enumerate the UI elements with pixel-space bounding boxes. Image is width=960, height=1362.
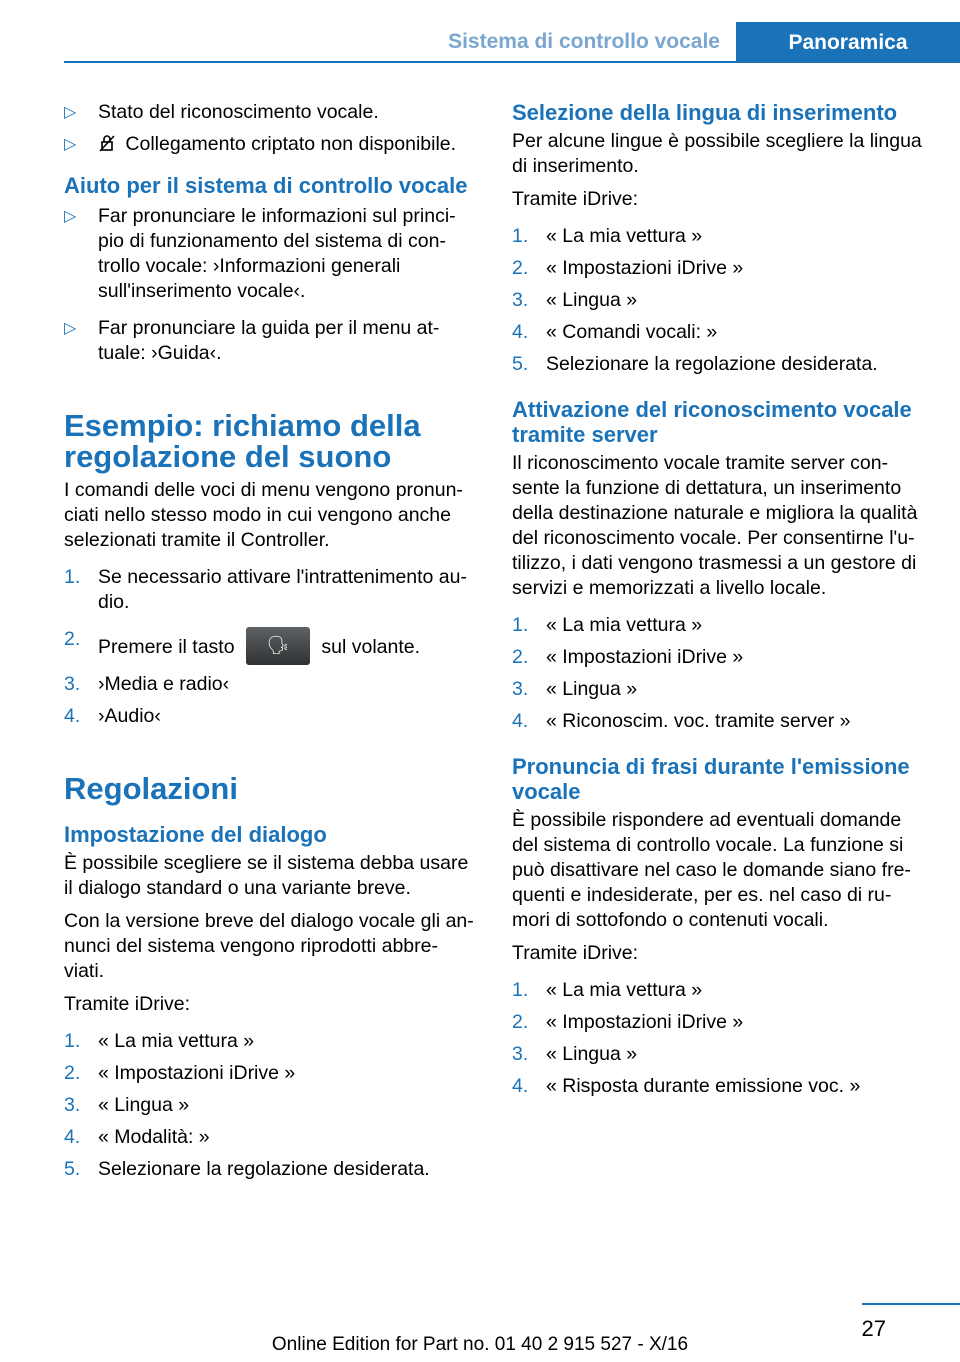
speak-heading: Pronuncia di frasi durante l'emissione vocale — [512, 754, 910, 804]
server-heading: Attivazione del riconoscimento vocale tramite server — [512, 397, 912, 447]
help-heading: Aiuto per il sistema di controllo vocale — [64, 173, 468, 198]
list-item: 1. Se necessario attivare l'intrattenimento au‐dio. — [64, 566, 467, 613]
triangle-bullet-icon: ▷ — [64, 208, 77, 225]
list-item: 1. « La mia vettura » — [64, 1030, 255, 1052]
list-item: 4. « Comandi vocali: » — [512, 321, 718, 343]
list-item: 1. « La mia vettura » — [512, 979, 703, 1001]
list-item: 2. Premere il tasto 🗣 sul volante. — [64, 627, 478, 665]
dialog-paragraph: Con la versione breve del dialogo vocale gli an‐nunci del sistema vengono riprodotti abbre‐viati. — [64, 910, 474, 982]
dialog-via: Tramite iDrive: — [64, 993, 191, 1015]
page-number: 27 — [861, 1316, 886, 1341]
list-item: 1. « La mia vettura » — [512, 225, 703, 247]
speak-via: Tramite iDrive: — [512, 942, 639, 964]
list-item: 3. « Lingua » — [512, 1043, 638, 1065]
list-item: 4. « Riconoscim. voc. tramite server » — [512, 710, 851, 732]
settings-heading: Regolazioni — [64, 771, 238, 806]
speak-paragraph: È possibile rispondere ad eventuali domande del sistema di controllo vocale. La funzione si può disattivare nel caso le domande siano fre‐quenti e indesiderate, per es. nel caso di ru‐mori di sottofondo o contenuti vocali. — [512, 809, 911, 931]
dialog-paragraph: È possibile scegliere se il sistema debba usare il dialogo standard o una variante breve. — [64, 852, 469, 899]
list-item: 4. ›Audio‹ — [64, 705, 161, 727]
list-item: 3. « Lingua » — [512, 289, 638, 311]
footer-rule — [862, 1303, 960, 1305]
right-column — [512, 100, 926, 1106]
dialog-heading: Impostazione del dialogo — [64, 822, 327, 847]
list-item: 5. Selezionare la regolazione desiderata. — [64, 1158, 430, 1180]
header-section-title: Sistema di controllo vocale — [448, 30, 720, 53]
list-item: ▷ Stato del riconoscimento vocale. — [64, 101, 379, 123]
list-item: 3. « Lingua » — [512, 678, 638, 700]
list-item: 4. « Modalità: » — [64, 1126, 210, 1148]
edition-footer: Online Edition for Part no. 01 40 2 915 527 - X/16 — [271, 1334, 689, 1355]
list-item: ▷ Collegamento criptato non disponibile. — [64, 133, 457, 155]
example-intro: I comandi delle voci di menu vengono pronun‐ciati nello stesso modo in cui vengono anche selezionati tramite il Controller. — [64, 479, 463, 551]
list-item: ▷ Far pronunciare le informazioni sul princi‐pio di funzionamento del sistema di con‐trollo vocale: ›Informazioni generali sull'inserimento vocale‹. — [64, 205, 456, 302]
page-header — [0, 0, 960, 62]
voice-button-icon: 🗣 — [246, 627, 310, 665]
example-heading: Esempio: richiamo della regolazione del suono — [64, 408, 421, 474]
crossed-lock-icon — [98, 132, 116, 157]
list-item: 5. Selezionare la regolazione desiderata. — [512, 353, 878, 375]
language-heading: Selezione della lingua di inserimento — [512, 100, 898, 125]
list-item: ▷ Far pronunciare la guida per il menu at‐tuale: ›Guida‹. — [64, 317, 440, 364]
list-item: 1. « La mia vettura » — [512, 614, 703, 636]
list-item: 2. « Impostazioni iDrive » — [512, 1011, 744, 1033]
triangle-bullet-icon: ▷ — [64, 320, 77, 337]
triangle-bullet-icon: ▷ — [64, 136, 77, 153]
language-paragraph: Per alcune lingue è possibile scegliere la lingua di inserimento. — [512, 130, 922, 177]
header-tab: Panoramica — [736, 22, 960, 62]
list-item: 4. « Risposta durante emissione voc. » — [512, 1075, 861, 1097]
list-item: 3. « Lingua » — [64, 1094, 190, 1116]
header-rule — [64, 61, 960, 63]
list-item: 2. « Impostazioni iDrive » — [512, 257, 744, 279]
list-item: 2. « Impostazioni iDrive » — [64, 1062, 296, 1084]
server-paragraph: Il riconoscimento vocale tramite server con‐sente la funzione di dettatura, un inserimento della destinazione naturale e migliora la qualità del riconoscimento vocale. Per consentirne l'u‐tilizzo, i dati vengono trasmessi a un gestore di servizi e memorizzati a livello locale. — [512, 452, 918, 599]
list-item: 3. ›Media e radio‹ — [64, 673, 230, 695]
left-column — [64, 100, 478, 1189]
triangle-bullet-icon: ▷ — [64, 104, 77, 121]
list-item: 2. « Impostazioni iDrive » — [512, 646, 744, 668]
language-via: Tramite iDrive: — [512, 188, 639, 210]
